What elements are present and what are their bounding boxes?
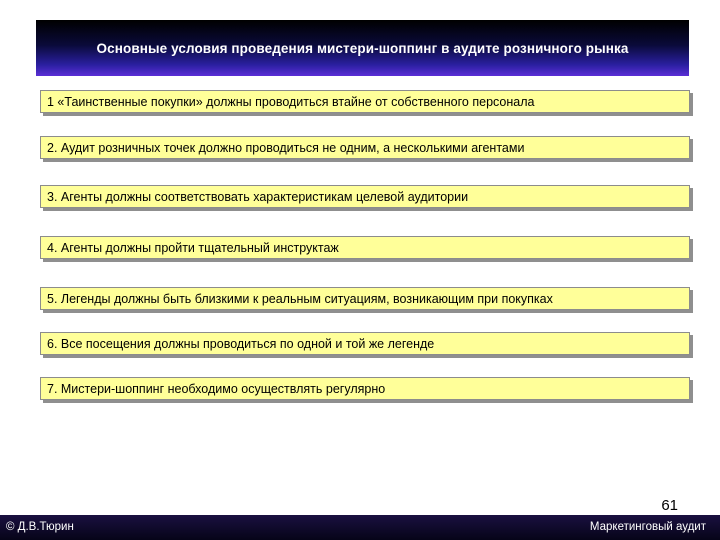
page-number: 61 — [661, 497, 678, 514]
footer-bar — [0, 515, 720, 540]
condition-item-text: 1 «Таинственные покупки» должны проводиться втайне от собственного персонала — [47, 94, 535, 109]
condition-item-4 — [40, 236, 690, 259]
condition-item-1 — [40, 90, 690, 113]
condition-item-7 — [40, 377, 690, 400]
slide-title: Основные условия проведения мистери-шоппинг в аудите розничного рынка — [96, 40, 629, 56]
condition-item-text: 4. Агенты должны пройти тщательный инструктаж — [47, 240, 339, 255]
footer-course-title: Маркетинговый аудит — [589, 521, 706, 533]
condition-item-text: 6. Все посещения должны проводиться по одной и той же легенде — [47, 336, 435, 351]
condition-item-2 — [40, 136, 690, 159]
footer-author: © Д.В.Тюрин — [6, 521, 74, 533]
condition-item-text: 7. Мистери-шоппинг необходимо осуществлять регулярно — [47, 381, 386, 396]
condition-item-text: 5. Легенды должны быть близкими к реальным ситуациям, возникающим при покупках — [47, 291, 553, 306]
slide-title-bar — [36, 20, 689, 76]
condition-item-6 — [40, 332, 690, 355]
condition-item-text: 2. Аудит розничных точек должно проводиться не одним, а несколькими агентами — [47, 140, 525, 155]
condition-item-5 — [40, 287, 690, 310]
condition-item-text: 3. Агенты должны соответствовать характеристикам целевой аудитории — [47, 189, 469, 204]
condition-item-3 — [40, 185, 690, 208]
